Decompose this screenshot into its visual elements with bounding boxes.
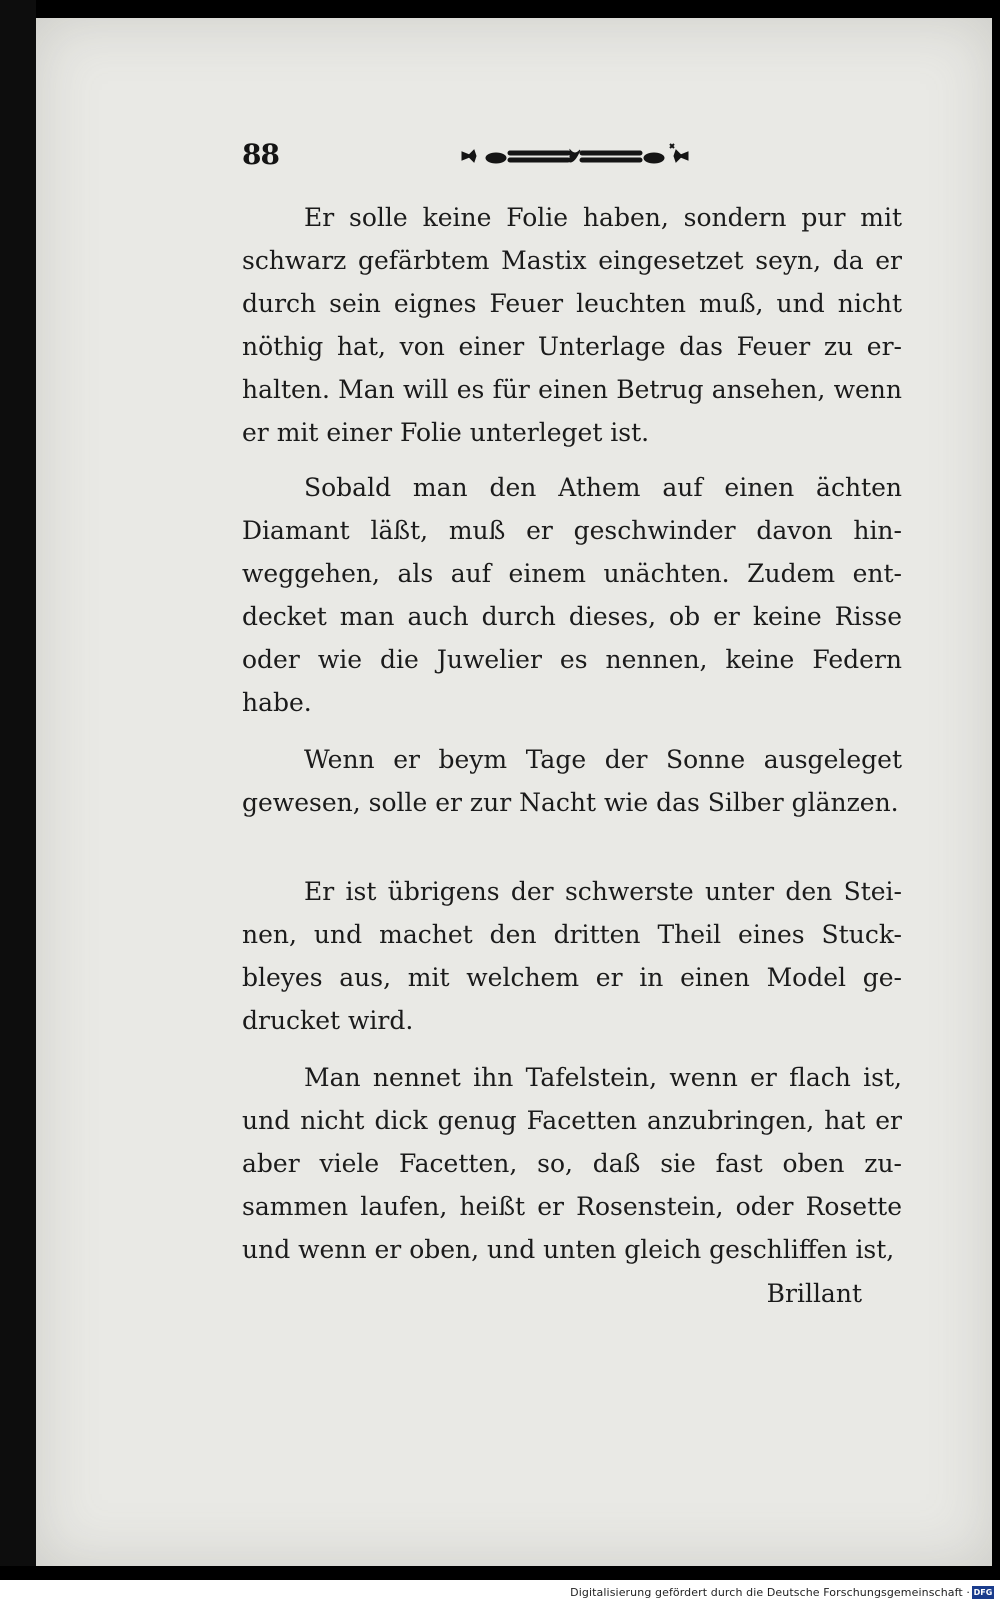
- paragraph-2: [242, 466, 902, 724]
- scan-left-border: [0, 0, 36, 1580]
- paragraph-text: Sobald man den Athem auf einen ächten Diamant läßt, muß er geschwinder davon hin- weggehen, als auf einem unächten. Zudem ent- decket man auch durch dieses, ob er keine Risse oder wie die Juwelier es nennen, keine Federn habe.: [242, 473, 902, 717]
- paragraph-3: [242, 738, 902, 824]
- paragraph-5: [242, 1056, 902, 1271]
- dfg-logo-icon[interactable]: DFG: [973, 1588, 993, 1597]
- paragraph-1: [242, 196, 902, 454]
- paragraph-text: Man nennet ihn Tafelstein, wenn er flach ist, und nicht dick genug Facetten anzubringen, hat er aber viele Facetten, so, daß sie fast oben zu- sammen laufen, heißt er Rosenstein, oder Rosette und wenn er oben, und unten gleich geschliffen ist,: [242, 1063, 902, 1264]
- scan-bottom-border: [0, 1566, 1000, 1580]
- scan-right-border: [992, 0, 1000, 1580]
- scan-top-border: [0, 0, 1000, 18]
- footer-credit: Digitalisierung gefördert durch die Deutsche Forschungsgemeinschaft ·: [570, 1586, 970, 1599]
- paragraph-text: Er ist übrigens der schwerste unter den Stei- nen, und machet den dritten Theil eines Stuck- bleyes aus, mit welchem er in einen Model ge- drucket wird.: [242, 877, 902, 1035]
- catchword: Brillant: [766, 1279, 862, 1308]
- page-header: [242, 138, 902, 178]
- paragraph-4: [242, 870, 902, 1042]
- ornament-icon: [460, 142, 690, 170]
- footer-bar: [0, 1580, 1000, 1606]
- paragraph-text: Er solle keine Folie haben, sondern pur mit schwarz gefärbtem Mastix eingesetzet seyn, da er durch sein eignes Feuer leuchten muß, und nicht nöthig hat, von einer Unterlage das Feuer zu er- halten. Man will es für einen Betrug ansehen, wenn er mit einer Folie unterleget ist.: [242, 203, 902, 447]
- page-number: 88: [242, 138, 279, 171]
- paragraph-text: Wenn er beym Tage der Sonne ausgeleget gewesen, solle er zur Nacht wie das Silber glänzen.: [242, 745, 902, 817]
